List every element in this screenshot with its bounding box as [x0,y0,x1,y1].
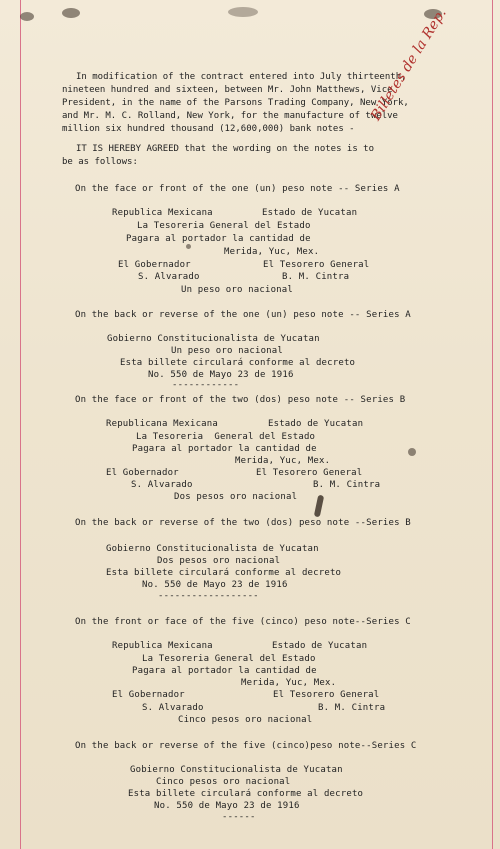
left-margin-line [20,0,21,849]
note-text: Gobierno Constitucionalista de Yucatan [130,765,343,775]
separator-rule: ------------------ [158,591,259,601]
note-text: Pagara al portador la cantidad de [132,666,317,676]
note-text: El Gobernador [106,468,179,478]
note-text: Gobierno Constitucionalista de Yucatan [107,334,320,344]
intro-line: million six hundred thousand (12,600,000) bank notes - [62,124,355,134]
note-text: Merida, Yuc, Mex. [241,678,337,688]
note-text: S. Alvarado [131,480,193,490]
note-text: Esta billete circulará conforme al decreto [128,789,364,799]
note-text: Merida, Yuc, Mex. [235,456,331,466]
note-text: S. Alvarado [142,703,204,713]
note-text: Pagara al portador la cantidad de [132,444,317,454]
section-heading: On the back or reverse of the five (cinco)peso note--Series C [75,741,417,751]
handwritten-annotation: Billetes de la Rep. [368,5,450,124]
note-text: El Tesorero General [273,690,380,700]
note-text: El Gobernador [112,690,185,700]
note-text: B. M. Cintra [282,272,350,282]
note-text: B. M. Cintra [313,480,381,490]
intro-line: In modification of the contract entered into July thirteenth, [76,72,407,82]
note-text: Cinco pesos oro nacional [178,715,313,725]
paper-stain [20,12,34,21]
note-text: Gobierno Constitucionalista de Yucatan [106,544,319,554]
note-text: El Gobernador [118,260,191,270]
note-text: Dos pesos oro nacional [157,556,281,566]
intro-line: and Mr. M. C. Rolland, New York, for the manufacture of twelve [62,111,398,121]
ink-smudge [314,495,324,518]
right-margin-line [492,0,493,849]
note-text: No. 550 de Mayo 23 de 1916 [154,801,300,811]
separator-rule: ------ [222,812,256,822]
note-text: El Tesorero General [256,468,363,478]
note-text: Un peso oro nacional [171,346,283,356]
note-text: Esta billete circulará conforme al decreto [106,568,342,578]
section-heading: On the face or front of the one (un) peso note -- Series A [75,184,400,194]
note-text: Un peso oro nacional [181,285,293,295]
note-text: Cinco pesos oro nacional [156,777,291,787]
note-text: La Tesoreria General del Estado [136,432,316,442]
ink-spot [408,448,416,456]
note-text: Estado de Yucatan [272,641,368,651]
note-text: S. Alvarado [138,272,200,282]
note-text: No. 550 de Mayo 23 de 1916 [148,370,294,380]
paper-stain [228,7,258,17]
agreement-paragraph [62,143,462,169]
note-text: B. M. Cintra [318,703,386,713]
section-heading: On the back or reverse of the one (un) peso note -- Series A [75,310,411,320]
agreement-line: IT IS HEREBY AGREED that the wording on the notes is to [76,144,375,154]
note-text: Estado de Yucatan [268,419,364,429]
note-text: Merida, Yuc, Mex. [224,247,320,257]
agreement-line: be as follows: [62,157,138,167]
note-text: No. 550 de Mayo 23 de 1916 [142,580,288,590]
note-text: Republicana Mexicana [106,419,218,429]
ink-spot [186,244,191,249]
section-heading: On the back or reverse of the two (dos) peso note --Series B [75,518,411,528]
note-text: La Tesoreria General del Estado [142,654,316,664]
note-text: Esta billete circulará conforme al decreto [120,358,356,368]
note-text: Pagara al portador la cantidad de [126,234,311,244]
note-text: Republica Mexicana [112,208,213,218]
note-text: Dos pesos oro nacional [174,492,298,502]
separator-rule: ------------ [172,380,240,390]
paper-stain [62,8,80,18]
section-heading: On the face or front of the two (dos) peso note -- Series B [75,395,406,405]
section-heading: On the front or face of the five (cinco) peso note--Series C [75,617,411,627]
intro-line: nineteen hundred and sixteen, between Mr. John Matthews, Vice [62,85,393,95]
note-text: El Tesorero General [263,260,370,270]
note-text: Republica Mexicana [112,641,213,651]
note-text: La Tesoreria General del Estado [137,221,311,231]
note-text: Estado de Yucatan [262,208,358,218]
intro-line: President, in the name of the Parsons Trading Company, New York, [62,98,409,108]
